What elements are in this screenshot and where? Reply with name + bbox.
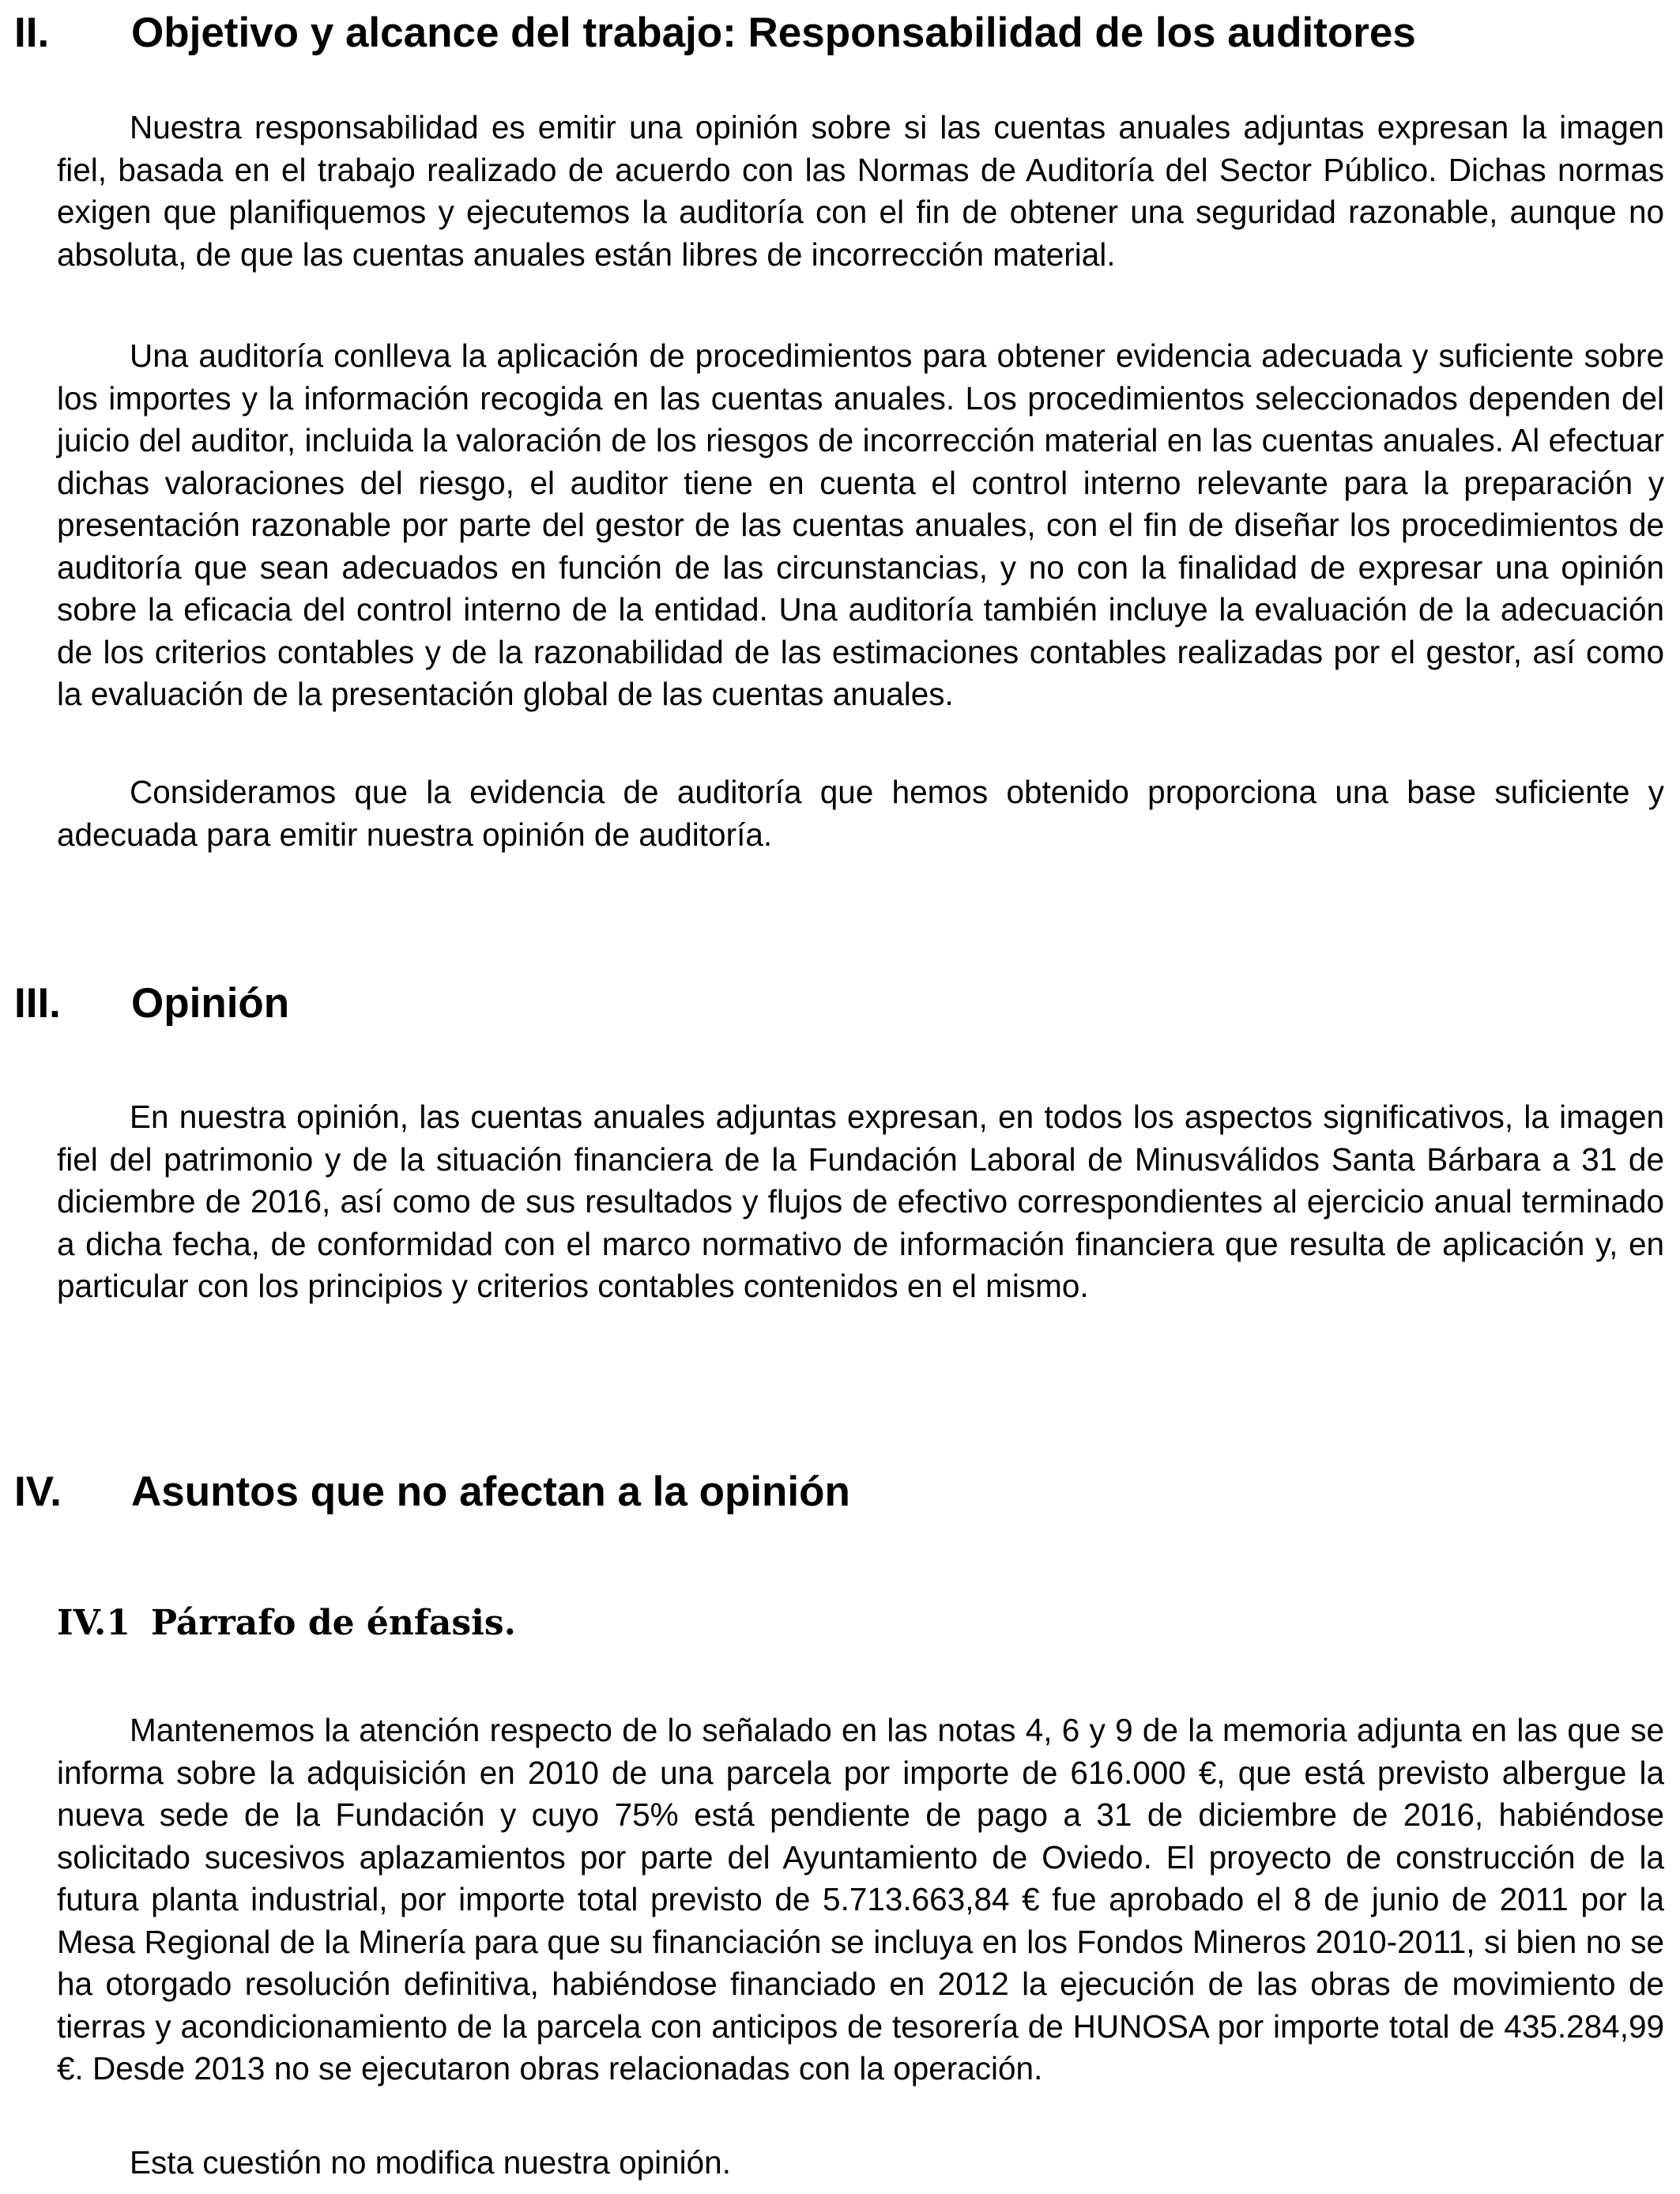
section-number: II. [14,9,50,56]
paragraph-opinion: En nuestra opinión, las cuentas anuales adjuntas expresan, en todos los aspectos significativos, la imagen fiel del patrimonio y de la situación financiera de la Fundación Laboral de Minusválidos Santa Bárbara a 31 de diciembre de 2016, así como de sus resultados y flujos de efectivo correspondientes al ejercicio anual terminado a dicha fecha, de conformidad con el marco normativo de información financiera que resulta de aplicación y, en particular con los principios y criterios contables contenidos en el mismo. [57,1099,1664,1304]
subsection-heading-4-1 [57,1600,516,1647]
subsection-title: Párrafo de énfasis. [150,1603,516,1643]
paragraph-evidencia: Consideramos que la evidencia de auditoría que hemos obtenido proporciona una base suficiente y adecuada para emitir nuestra opinión de auditoría. [57,774,1664,853]
section-title: Asuntos que no afectan a la opinión [131,1468,850,1515]
section-number: IV. [14,1468,62,1515]
section-title: Opinión [131,980,290,1027]
section-number: III. [14,980,61,1027]
subsection-number: IV.1 [57,1603,130,1643]
paragraph-responsabilidad: Nuestra responsabilidad es emitir una opinión sobre si las cuentas anuales adjuntas expresan la imagen fiel, basada en el trabajo realizado de acuerdo con las Normas de Auditoría del Sector Público. Dichas normas exigen que planifiquemos y ejecutemos la auditoría con el fin de obtener una seguridad razonable, aunque no absoluta, de que las cuentas anuales están libres de incorrección material. [57,109,1664,273]
paragraph-conclusion: Esta cuestión no modifica nuestra opinión. [130,2144,731,2181]
section-title: Objetivo y alcance del trabajo: Responsabilidad de los auditores [131,9,1416,56]
paragraph-procedimientos: Una auditoría conlleva la aplicación de procedimientos para obtener evidencia adecuada y suficiente sobre los importes y la información recogida en las cuentas anuales. Los procedimientos seleccionados dependen del juicio del auditor, incluida la valoración de los riesgos de incorrección material en las cuentas anuales. Al efectuar dichas valoraciones del riesgo, el auditor tiene en cuenta el control interno relevante para la preparación y presentación razonable por parte del gestor de las cuentas anuales, con el fin de diseñar los procedimientos de auditoría que sean adecuados en función de las circunstancias, y no con la finalidad de expresar una opinión sobre la eficacia del control interno de la entidad. Una auditoría también incluye la evaluación de la adecuación de los criterios contables y de la razonabilidad de las estimaciones contables realizadas por el gestor, así como la evaluación de la presentación global de las cuentas anuales. [57,337,1664,712]
paragraph-enfasis: Mantenemos la atención respecto de lo señalado en las notas 4, 6 y 9 de la memoria adjunta en las que se informa sobre la adquisición en 2010 de una parcela por importe de 616.000 €, que está previsto albergue la nueva sede de la Fundación y cuyo 75% está pendiente de pago a 31 de diciembre de 2016, habiéndose solicitado sucesivos aplazamientos por parte del Ayuntamiento de Oviedo. El proyecto de construcción de la futura planta industrial, por importe total previsto de 5.713.663,84 € fue aprobado el 8 de junio de 2011 por la Mesa Regional de la Minería para que su financiación se incluya en los Fondos Mineros 2010-2011, si bien no se ha otorgado resolución definitiva, habiéndose financiado en 2012 la ejecución de las obras de movimiento de tierras y acondicionamiento de la parcela con anticipos de tesorería de HUNOSA por importe total de 435.284,99 €. Desde 2013 no se ejecutaron obras relacionadas con la operación. [57,1712,1664,2087]
